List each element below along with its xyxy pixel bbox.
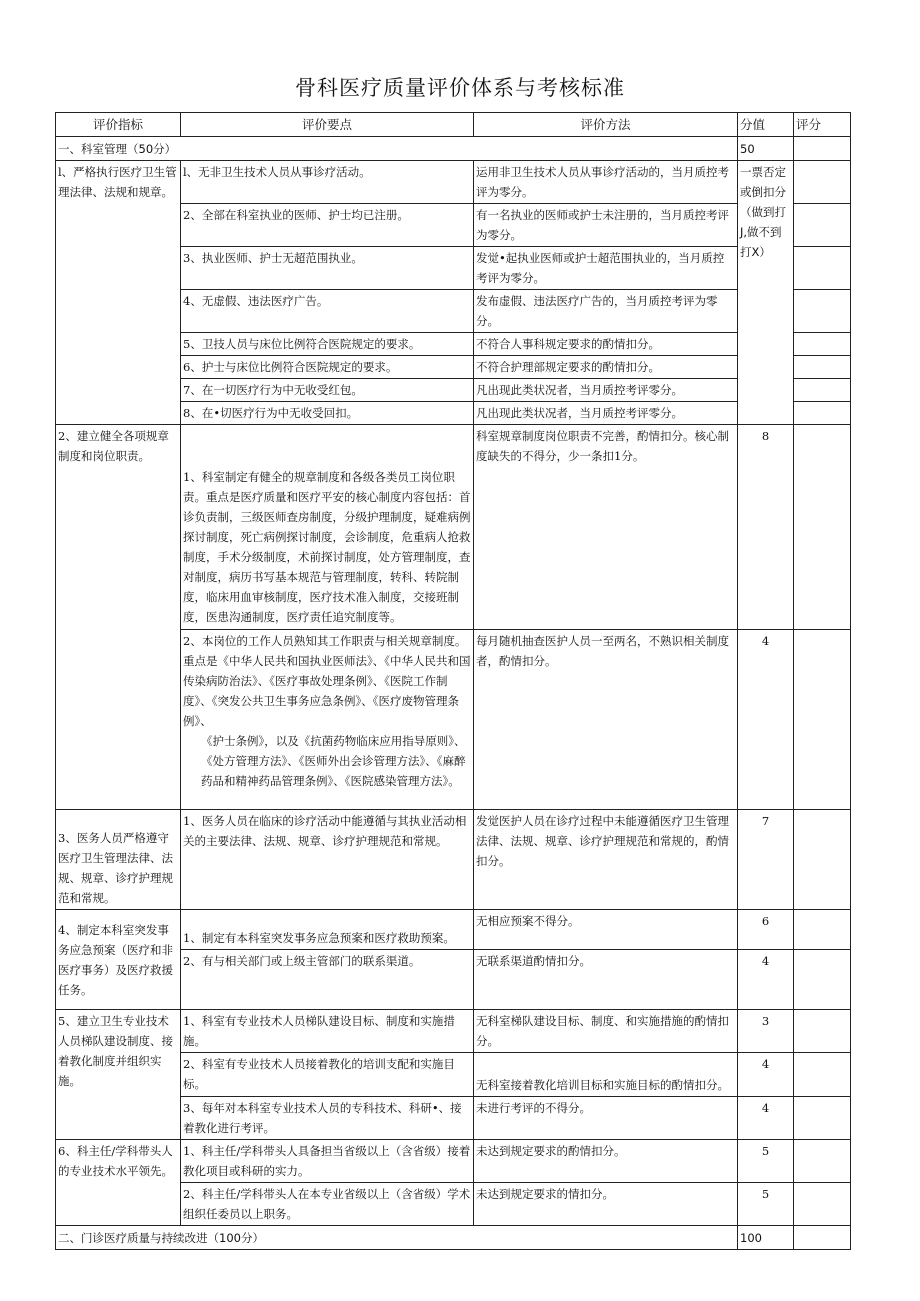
point-cell: 1、科室制定有健全的规章制度和各级各类员工岗位职责。重点是医疗质量和医疗平安的核心制度内容包括：首诊负责制，三级医师查房制度，分级护理制度，疑难病例探讨制度，死亡病例探讨制度，会诊制度，危重病人抢救制度，手术分级制度，术前探讨制度，处方管理制度，查对制度，病历书写基本规范与管理制度，转科、转院制度，临床用血审核制度，医疗技术准入制度，交接班制度，医患沟通制度，医疗责任追究制度等。 (181, 425, 474, 630)
section-label: 一、科室管理（50分） (56, 137, 738, 161)
indicator-cell: 6、科主任/学科带头人的专业技术水平领先。 (56, 1140, 181, 1226)
table-row (56, 425, 851, 630)
table-row (56, 910, 851, 950)
score-cell: 6 (738, 910, 794, 950)
grade-cell[interactable] (794, 356, 851, 379)
method-cell: 未达到规定要求的酌情扣分。 (474, 1140, 738, 1183)
header-method: 评价方法 (474, 113, 738, 137)
point-text: 2、本岗位的工作人员熟知其工作职责与相关规章制度。重点是《中华人民共和国执业医师法》、《中华人民共和国传染病防治法》、《医疗事故处理条例》、《医院工作制度》、《突发公共卫生事务应急条例》、《医疗废物管理条例》、 (183, 634, 471, 728)
method-cell: 未达到规定要求的情扣分。 (474, 1183, 738, 1226)
grade-cell[interactable] (794, 1226, 851, 1250)
method-cell: 无相应预案不得分。 (474, 910, 738, 950)
header-value: 分值 (738, 113, 794, 137)
point-cell: l、无非卫生技术人员从事诊疗活动。 (181, 161, 474, 204)
table-row (56, 1010, 851, 1053)
point-cell: 2、有与相关部门或上级主管部门的联系渠道。 (181, 950, 474, 1010)
method-cell: 科室规章制度岗位职责不完善，酌情扣分。核心制度缺失的不得分，少一条扣1分。 (474, 425, 738, 630)
grade-cell[interactable] (794, 1183, 851, 1226)
grade-cell[interactable] (794, 1140, 851, 1183)
point-cell: 1、科室有专业技术人员梯队建设目标、制度和实施措施。 (181, 1010, 474, 1053)
evaluation-table (55, 112, 851, 1250)
method-cell: 每月随机抽查医护人员一至两名，不熟识相关制度者，酌情扣分。 (474, 630, 738, 810)
veto-note: 一票否定或倒扣分（做到打J,做不到打X） (738, 161, 794, 425)
grade-cell[interactable] (794, 810, 851, 910)
grade-cell[interactable] (794, 247, 851, 290)
section-row (56, 1226, 851, 1250)
point-cell: 1、医务人员在临床的诊疗活动中能遵循与其执业活动相关的主要法律、法规、规章、诊疗护理规范和常规。 (181, 810, 474, 910)
point-cell: 1、制定有本科室突发事务应急预案和医疗救助预案。 (181, 910, 474, 950)
method-cell: 有一名执业的医师或护士未注册的，当月质控考评为零分。 (474, 204, 738, 247)
score-cell: 4 (738, 1053, 794, 1097)
grade-cell[interactable] (794, 333, 851, 356)
point-cell: 6、护士与床位比例符合医院规定的要求。 (181, 356, 474, 379)
method-cell: 无科室梯队建设目标、制度、和实施措施的酌情扣分。 (474, 1010, 738, 1053)
section-row (56, 137, 851, 161)
method-cell: 不符合护理部规定要求的酌情扣分。 (474, 356, 738, 379)
grade-cell[interactable] (794, 290, 851, 333)
grade-cell[interactable] (794, 379, 851, 402)
score-cell: 4 (738, 630, 794, 810)
grade-cell[interactable] (794, 1053, 851, 1097)
table-row (56, 810, 851, 910)
section-label: 二、门诊医疗质量与持续改进（100分） (56, 1226, 738, 1250)
method-cell: 凡出现此类状况者，当月质控考评零分。 (474, 379, 738, 402)
point-text-continued: 《护士条例》，以及《抗菌药物临床应用指导原则》、《处方管理方法》、《医师外出会诊管理方法》、《麻醉药品和精神药品管理条例》、《医院感染管理方法》。 (201, 734, 466, 788)
method-cell: 未进行考评的不得分。 (474, 1097, 738, 1140)
method-cell: 无科室接着教化培训目标和实施目标的酌情扣分。 (474, 1053, 738, 1097)
indicator-cell: 3、医务人员严格遵守医疗卫生管理法律、法规、规章、诊疗护理规范和常规。 (56, 810, 181, 910)
point-cell: 2、科主任/学科带头人在本专业省级以上（含省级）学术组织任委员以上职务。 (181, 1183, 474, 1226)
header-indicator: 评价指标 (56, 113, 181, 137)
point-cell: 2、全部在科室执业的医师、护士均已注册。 (181, 204, 474, 247)
point-cell: 4、无虚假、违法医疗广告。 (181, 290, 474, 333)
method-cell: 发布虚假、违法医疗广告的，当月质控考评为零分。 (474, 290, 738, 333)
section-value: 50 (738, 137, 794, 161)
grade-cell[interactable] (794, 1010, 851, 1053)
grade-cell[interactable] (794, 425, 851, 630)
indicator-cell: 4、制定本科室突发事务应急预案（医疗和非医疗事务）及医疗救援任务。 (56, 910, 181, 1010)
point-cell: 3、执业医师、护士无超范围执业。 (181, 247, 474, 290)
score-cell: 7 (738, 810, 794, 910)
header-points: 评价要点 (181, 113, 474, 137)
method-cell: 凡出现此类状况者，当月质控考评零分。 (474, 402, 738, 425)
method-cell: 运用非卫生技术人员从事诊疗活动的，当月质控考评为零分。 (474, 161, 738, 204)
score-cell: 5 (738, 1140, 794, 1183)
table-row (56, 1140, 851, 1183)
indicator-cell: l、严格执行医疗卫生管理法律、法规和规章。 (56, 161, 181, 425)
grade-cell[interactable] (794, 204, 851, 247)
method-cell: 发觉医护人员在诊疗过程中未能遵循医疗卫生管理法律、法规、规章、诊疗护理规范和常规的，酌情扣分。 (474, 810, 738, 910)
score-cell: 5 (738, 1183, 794, 1226)
grade-cell[interactable] (794, 910, 851, 950)
grade-cell[interactable] (794, 137, 851, 161)
grade-cell[interactable] (794, 161, 851, 204)
score-cell: 4 (738, 950, 794, 1010)
table-row (56, 161, 851, 204)
point-cell: 3、每年对本科室专业技术人员的专科技术、科研•、接着教化进行考评。 (181, 1097, 474, 1140)
header-row (56, 113, 851, 137)
grade-cell[interactable] (794, 630, 851, 810)
method-cell: 不符合人事科规定要求的酌情扣分。 (474, 333, 738, 356)
indicator-cell: 5、建立卫生专业技术人员梯队建设制度、接着教化制度并组织实施。 (56, 1010, 181, 1140)
grade-cell[interactable] (794, 950, 851, 1010)
point-cell: 5、卫技人员与床位比例符合医院规定的要求。 (181, 333, 474, 356)
header-grade: 评分 (794, 113, 851, 137)
grade-cell[interactable] (794, 402, 851, 425)
point-cell: 7、在一切医疗行为中无收受红包。 (181, 379, 474, 402)
grade-cell[interactable] (794, 1097, 851, 1140)
score-cell: 4 (738, 1097, 794, 1140)
point-cell (181, 630, 474, 810)
method-cell: 发觉•起执业医师或护士超范围执业的，当月质控考评为零分。 (474, 247, 738, 290)
indicator-cell: 2、建立健全各项规章制度和岗位职责。 (56, 425, 181, 810)
score-cell: 8 (738, 425, 794, 630)
page-title: 骨科医疗质量评价体系与考核标准 (295, 76, 625, 100)
score-cell: 3 (738, 1010, 794, 1053)
point-cell: 8、在•切医疗行为中无收受回扣。 (181, 402, 474, 425)
section-value: 100 (738, 1226, 794, 1250)
method-cell: 无联系渠道酌情扣分。 (474, 950, 738, 1010)
point-cell: 1、科主任/学科带头人具备担当省级以上（含省级）接着教化项目或科研的实力。 (181, 1140, 474, 1183)
point-cell: 2、科室有专业技术人员接着教化的培训支配和实施目标。 (181, 1053, 474, 1097)
